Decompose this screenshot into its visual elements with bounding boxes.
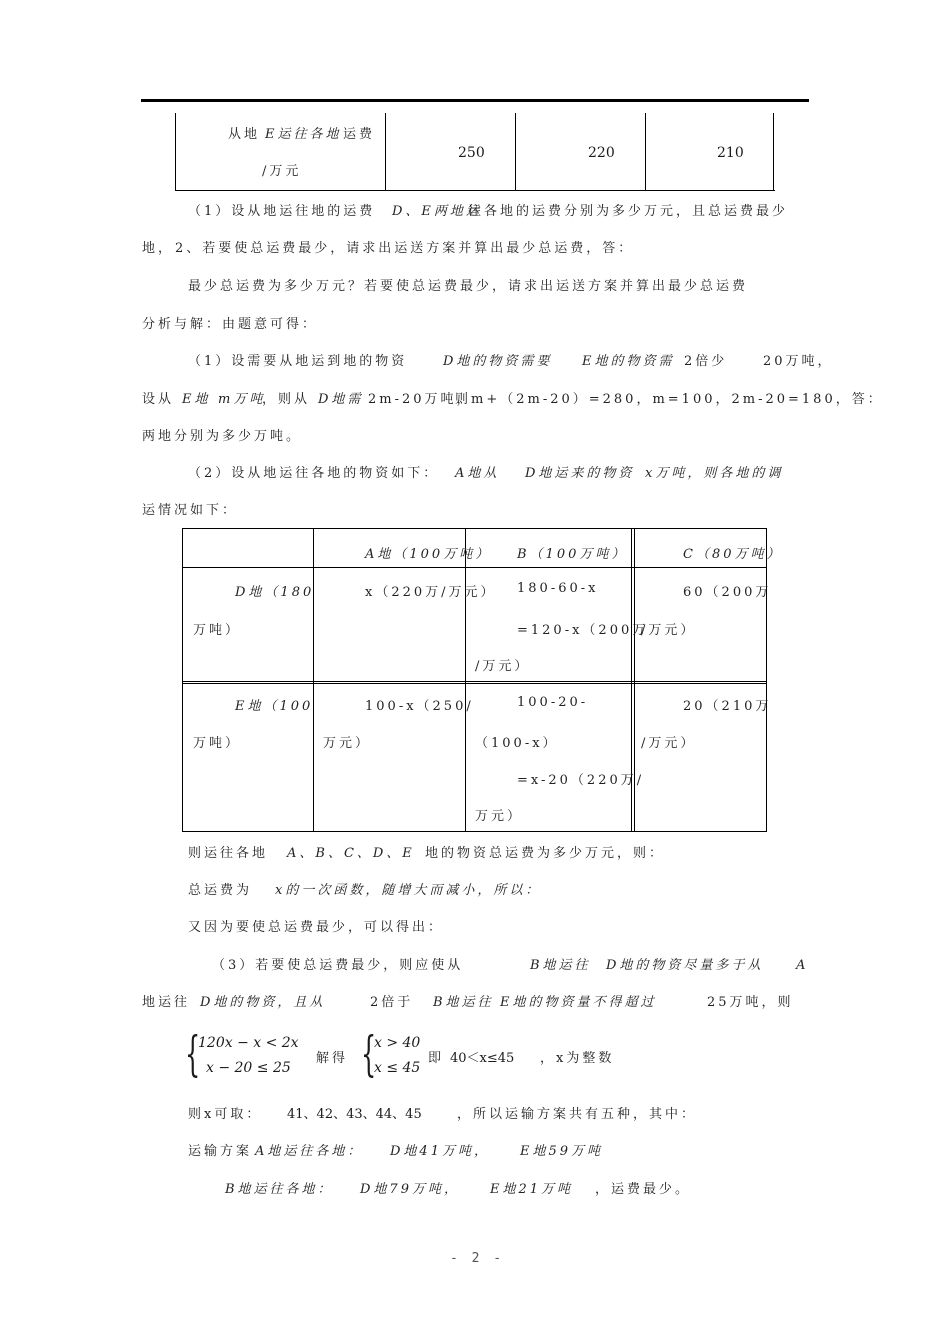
text-line: B地运往: [433, 995, 494, 1010]
table-cell: 180-60-x: [517, 581, 599, 596]
text-line: B地运往: [530, 958, 591, 973]
text-line: （1）设从地运往地的运费: [188, 204, 376, 219]
table-cell: 60（200万: [683, 585, 772, 600]
text-line: ，运费最少。: [595, 1182, 692, 1197]
text-line: 则运往各地: [188, 846, 269, 861]
table-header: A地（100万吨）: [365, 547, 492, 562]
text-line: 分析与解：由题意可得：: [142, 317, 319, 332]
table-cell: =x-20（220万/: [517, 773, 645, 788]
text-line: D地79万吨，: [360, 1182, 460, 1197]
text-line: 运情况如下：: [142, 503, 239, 518]
table-cell: =120-x（200万: [517, 623, 649, 638]
table-cell: /万元）: [641, 623, 697, 638]
text-line: （1）设需要从地运到地的物资: [188, 354, 408, 369]
text-line: A地运往各地：: [255, 1144, 364, 1159]
text-line: 往各地的运费分别为多少万元，且总运费最少: [468, 204, 789, 219]
text-line: 2、若要使总运费最少，请求出运送方案并算出最少总运费，答：: [175, 241, 635, 256]
table-cell: 万元）: [475, 809, 524, 824]
brace-icon: {: [185, 1026, 201, 1082]
text-line: D地需: [318, 392, 364, 407]
table-cell: 20（210万: [683, 699, 772, 714]
text-line: 运输方案: [188, 1144, 253, 1159]
table-cell: 万吨）: [193, 623, 242, 638]
page-number: - 2 -: [450, 1251, 505, 1266]
top-table-cell: 250: [458, 145, 485, 161]
text-line: A: [796, 958, 809, 973]
transport-table: [182, 528, 783, 832]
text-line: D地的物资尽量多于从: [606, 958, 764, 973]
text-line: 地运往: [142, 995, 191, 1010]
top-table-label: E运往各地: [265, 127, 342, 142]
text-line: 20万吨，: [763, 354, 834, 369]
text-line: （2）设从地运往各地的物资如下：: [188, 466, 440, 481]
text-line: 25万吨，则: [707, 995, 794, 1010]
text-line: A、B、C、D、E: [287, 846, 415, 861]
table-cell: x（220万/万元）: [365, 585, 497, 600]
table-cell: （100-x）: [475, 736, 559, 751]
top-table-label: 运费: [343, 127, 376, 142]
text-line: A地从: [455, 466, 500, 481]
table-cell: /万元）: [641, 736, 697, 751]
text-line: 2倍于: [370, 995, 414, 1010]
text-line: D地的物资，且从: [200, 995, 326, 1010]
table-cell: 100-x（250/: [365, 699, 474, 714]
text-line: 2m-20万吨，: [368, 392, 473, 407]
text-line: 最少总运费为多少万元？若要使总运费最少，请求出运送方案并算出最少总运费: [188, 279, 749, 294]
header-rule: [141, 99, 809, 102]
top-table-cell: 220: [588, 145, 615, 161]
text-line: B地运往各地：: [225, 1182, 334, 1197]
table-header: B（100万吨）: [517, 547, 628, 562]
brace-icon: {: [361, 1026, 377, 1082]
text-line: 两地分别为多少万吨。: [142, 429, 303, 444]
text-line: E地的物资量不得超过: [500, 995, 657, 1010]
text-line: E地59万吨: [520, 1144, 604, 1159]
text-line: 则m+（2m-20）=280，m=100，2m-20=180，答：: [455, 392, 884, 407]
text-line: m万吨: [218, 392, 266, 407]
top-table-label: 从地: [228, 127, 261, 142]
table-cell: 100-20-: [517, 695, 589, 710]
text-line: ，则从: [262, 392, 311, 407]
text-line: 设从: [142, 392, 175, 407]
text-line: 2倍少: [684, 354, 728, 369]
table-cell: /万元）: [475, 659, 531, 674]
text-line: E地的物资需: [582, 354, 675, 369]
text-line: 总运费为: [188, 883, 253, 898]
text-line: 地的物资总运费为多少万元，则：: [425, 846, 666, 861]
text-line: x的一次函数，随增大而减小，所以：: [275, 883, 542, 898]
text-line: x万吨，则各地的调: [645, 466, 784, 481]
text-line: （3）若要使总运费最少，则应使从: [212, 958, 464, 973]
text-line: D地运来的物资: [525, 466, 635, 481]
table-cell: 万元）: [323, 736, 372, 751]
text-line: D、E两地运: [392, 204, 482, 219]
text-line: D地的物资需要: [443, 354, 553, 369]
text-line: ，所以运输方案共有五种，其中：: [457, 1107, 698, 1122]
text-line: D地41万吨，: [390, 1144, 490, 1159]
text-line: 又因为要使总运费最少，可以得出：: [188, 920, 445, 935]
text-line: E地: [182, 392, 211, 407]
table-header: C（80万吨）: [683, 547, 783, 562]
text-line: 41、42、43、44、45: [287, 1107, 422, 1122]
table-cell: D地（180: [235, 585, 315, 600]
table-cell: E地（100: [235, 699, 314, 714]
text-line: E地21万吨: [490, 1182, 574, 1197]
text-line: 地，: [142, 241, 175, 256]
text-line: 则x可取：: [188, 1107, 263, 1122]
top-table-cell: 210: [717, 145, 744, 161]
table-cell: 万吨）: [193, 736, 242, 751]
top-table-unit: /万元: [262, 164, 302, 179]
